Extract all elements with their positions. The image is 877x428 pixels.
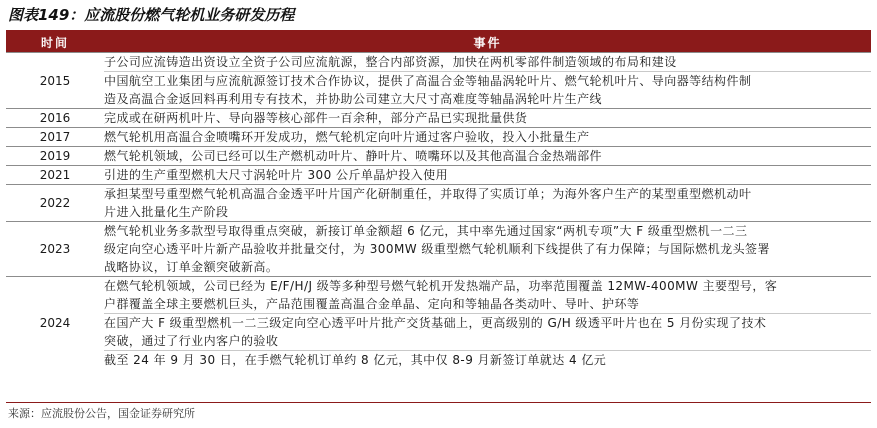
table-row bbox=[6, 128, 871, 147]
table-row bbox=[6, 185, 871, 222]
event-line: 战略协议，订单金额突破新高。 bbox=[104, 260, 279, 274]
event-cell bbox=[104, 53, 871, 72]
event-line: 中国航空工业集团与应流航源签订技术合作协议，提供了高温合金等轴晶涡轮叶片、燃气轮机叶片、导向器等结构件制 bbox=[104, 74, 752, 88]
event-cell bbox=[104, 314, 871, 351]
year-cell: 2021 bbox=[6, 166, 104, 185]
header-event: 事件 bbox=[104, 32, 871, 53]
event-line: 户群覆盖全球主要燃机巨头，产品范围覆盖高温合金单晶、定向和等轴晶各类动叶、导叶、护环等 bbox=[104, 297, 640, 311]
event-line: 子公司应流铸造出资设立全资子公司应流航源，整合内部资源，加快在两机零部件制造领域的布局和建设 bbox=[104, 55, 677, 69]
table-row bbox=[6, 109, 871, 128]
table-row bbox=[6, 53, 871, 72]
bottom-rule bbox=[6, 402, 871, 403]
event-cell bbox=[104, 147, 871, 166]
event-cell bbox=[104, 351, 871, 370]
event-line: 完成或在研两机叶片、导向器等核心部件一百余种，部分产品已实现批量供货 bbox=[104, 111, 528, 125]
event-line: 突破，通过了行业内客户的验收 bbox=[104, 334, 279, 348]
table-row bbox=[6, 166, 871, 185]
event-cell bbox=[104, 185, 871, 222]
event-cell bbox=[104, 128, 871, 147]
table-row bbox=[6, 277, 871, 314]
event-line: 截至 24 年 9 月 30 日，在手燃气轮机订单约 8 亿元，其中仅 8-9 月新签订单就达 4 亿元 bbox=[104, 353, 607, 367]
table-row bbox=[6, 314, 871, 351]
year-cell: 2023 bbox=[6, 222, 104, 277]
year-cell: 2022 bbox=[6, 185, 104, 222]
event-line: 在国产大 F 级重型燃机一二三级定向空心透平叶片批产交货基础上，更高级别的 G/H 级透平叶片也在 5 月份实现了技术 bbox=[104, 316, 767, 330]
table-body bbox=[6, 53, 871, 370]
event-line: 引进的生产重型燃机大尺寸涡轮叶片 300 公斤单晶炉投入使用 bbox=[104, 168, 449, 182]
table-row bbox=[6, 222, 871, 277]
event-line: 燃气轮机领域，公司已经可以生产燃机动叶片、静叶片、喷嘴环以及其他高温合金热端部件 bbox=[104, 149, 603, 163]
year-cell: 2017 bbox=[6, 128, 104, 147]
event-cell bbox=[104, 222, 871, 277]
table-row bbox=[6, 351, 871, 370]
event-cell bbox=[104, 166, 871, 185]
year-cell: 2016 bbox=[6, 109, 104, 128]
year-cell: 2019 bbox=[6, 147, 104, 166]
table-header-row bbox=[6, 32, 871, 53]
source-note: 来源：应流股份公告，国金证券研究所 bbox=[8, 407, 195, 420]
event-line: 片进入批量化生产阶段 bbox=[104, 205, 229, 219]
year-cell: 2024 bbox=[6, 277, 104, 370]
event-cell bbox=[104, 72, 871, 109]
timeline-table bbox=[6, 32, 871, 369]
event-line: 燃气轮机业务多款型号取得重点突破，新接订单金额超 6 亿元，其中率先通过国家“两机专项”大 F 级重型燃机一二三 bbox=[104, 224, 748, 238]
event-cell bbox=[104, 277, 871, 314]
header-year: 时间 bbox=[6, 32, 104, 53]
table-row bbox=[6, 147, 871, 166]
event-cell bbox=[104, 109, 871, 128]
event-line: 造及高温合金返回料再利用专有技术，并协助公司建立大尺寸高难度等轴晶涡轮叶片生产线 bbox=[104, 92, 603, 106]
event-line: 承担某型号重型燃气轮机高温合金透平叶片国产化研制重任，并取得了实质订单；为海外客户生产的某型重型燃机动叶 bbox=[104, 187, 752, 201]
year-cell: 2015 bbox=[6, 53, 104, 109]
event-line: 级定向空心透平叶片新产品验收并批量交付，为 300MW 级重型燃气轮机顺利下线提供了有力保障；与国际燃机龙头签署 bbox=[104, 242, 770, 256]
event-line: 燃气轮机用高温合金喷嘴环开发成功，燃气轮机定向叶片通过客户验收，投入小批量生产 bbox=[104, 130, 590, 144]
table-row bbox=[6, 72, 871, 109]
exhibit-title: 图表149：应流股份燃气轮机业务研发历程 bbox=[8, 6, 295, 24]
event-line: 在燃气轮机领域，公司已经为 E/F/H/J 级等多种型号燃气轮机开发热端产品，功率范围覆盖 12MW-400MW 主要型号，客 bbox=[104, 279, 778, 293]
